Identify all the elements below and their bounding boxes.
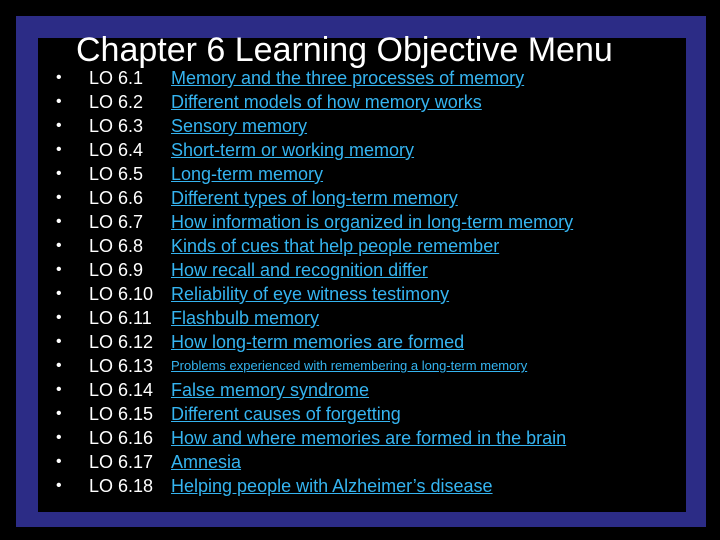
objective-link[interactable]: Different models of how memory works <box>171 92 482 112</box>
objective-link[interactable]: False memory syndrome <box>171 380 370 400</box>
objective-link[interactable]: How recall and recognition differ <box>171 260 428 280</box>
objective-code: LO 6.17 <box>89 452 154 472</box>
bullet: • <box>56 93 62 110</box>
bullet: • <box>56 285 62 302</box>
bullet: • <box>56 69 62 86</box>
objective-code: LO 6.7 <box>89 212 144 232</box>
bullet: • <box>56 309 62 326</box>
bullet: • <box>56 117 62 134</box>
objective-code: LO 6.15 <box>89 404 154 424</box>
objective-link[interactable]: Short-term or working memory <box>171 140 415 160</box>
bullet: • <box>56 141 62 158</box>
objective-link[interactable]: Amnesia <box>171 452 242 472</box>
bullet: • <box>56 189 62 206</box>
objective-link[interactable]: Flashbulb memory <box>171 308 320 328</box>
objective-link[interactable]: Long-term memory <box>171 164 324 184</box>
bullet: • <box>56 333 62 350</box>
objective-code: LO 6.14 <box>89 380 154 400</box>
objective-code: LO 6.6 <box>89 188 144 208</box>
objective-link[interactable]: Helping people with Alzheimer’s disease <box>171 476 493 496</box>
objective-link[interactable]: Different types of long-term memory <box>171 188 458 208</box>
objective-code: LO 6.1 <box>89 68 144 88</box>
objective-link[interactable]: Different causes of forgetting <box>171 404 401 424</box>
objective-link[interactable]: Reliability of eye witness testimony <box>171 284 450 304</box>
objective-code: LO 6.16 <box>89 428 154 448</box>
objective-link[interactable]: Memory and the three processes of memory <box>171 68 525 88</box>
objective-code: LO 6.12 <box>89 332 154 352</box>
objective-code: LO 6.3 <box>89 116 144 136</box>
bullet: • <box>56 357 62 374</box>
bullet: • <box>56 429 62 446</box>
objective-code: LO 6.5 <box>89 164 144 184</box>
bullet: • <box>56 261 62 278</box>
objective-code: LO 6.10 <box>89 284 154 304</box>
bullet: • <box>56 405 62 422</box>
bullet: • <box>56 477 62 494</box>
objective-code: LO 6.8 <box>89 236 144 256</box>
objective-code: LO 6.4 <box>89 140 144 160</box>
objective-link[interactable]: How and where memories are formed in the brain <box>171 428 567 448</box>
page-title: Chapter 6 Learning Objective Menu <box>76 31 613 69</box>
objective-link[interactable]: Sensory memory <box>171 116 308 136</box>
bullet: • <box>56 453 62 470</box>
objective-code: LO 6.11 <box>89 308 152 328</box>
objective-code: LO 6.13 <box>89 356 154 376</box>
bullet: • <box>56 237 62 254</box>
objective-link[interactable]: Problems experienced with remembering a long-term memory <box>171 358 528 373</box>
bullet: • <box>56 213 62 230</box>
objective-link[interactable]: How long-term memories are formed <box>171 332 465 352</box>
objective-link[interactable]: How information is organized in long-term memory <box>171 212 574 232</box>
objective-code: LO 6.2 <box>89 92 144 112</box>
bullet: • <box>56 381 62 398</box>
objective-link[interactable]: Kinds of cues that help people remember <box>171 236 500 256</box>
objective-code: LO 6.18 <box>89 476 154 496</box>
bullet: • <box>56 165 62 182</box>
objective-code: LO 6.9 <box>89 260 144 280</box>
